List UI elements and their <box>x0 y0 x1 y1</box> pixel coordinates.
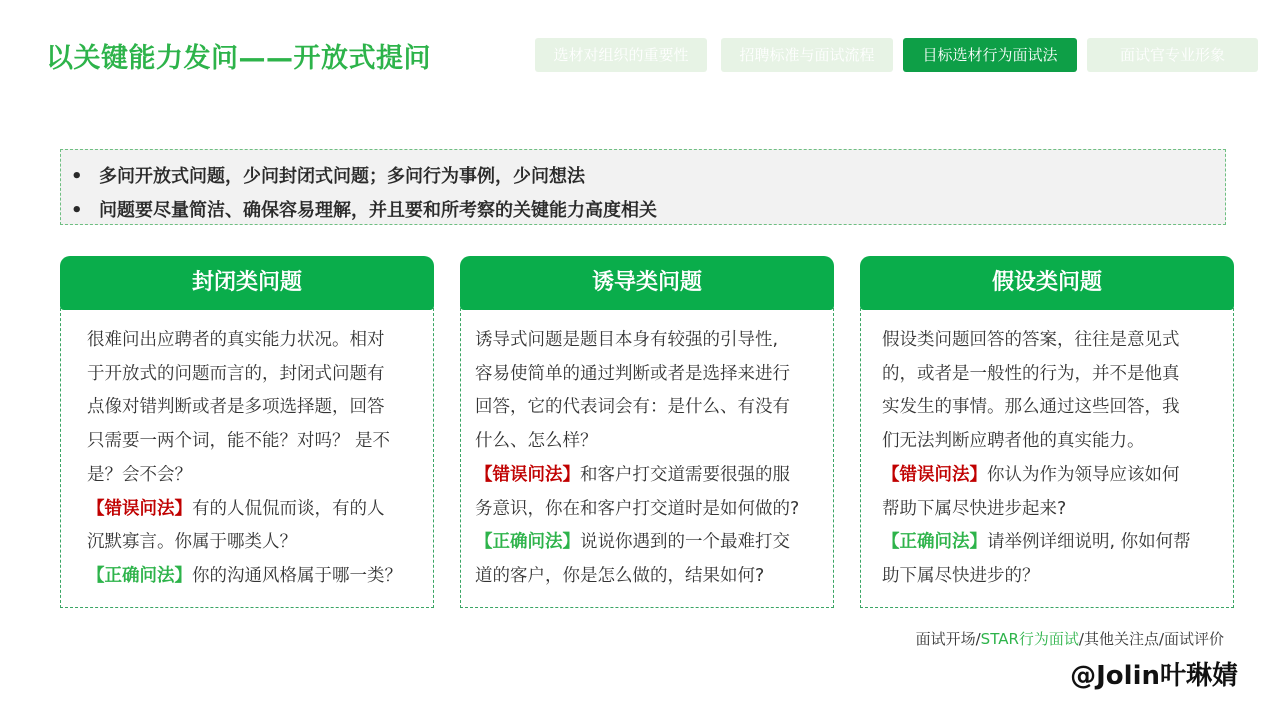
right-example <box>87 560 433 594</box>
card-text-line: 假设类问题回答的答案，往往是意见式 <box>882 330 1180 350</box>
wrong-example-text: 沉默寡言。你属于哪类人？ <box>87 532 297 553</box>
key-point-text: 问题要尽量简洁、确保容易理解，并且要和所考察的关键能力高度相关 <box>99 200 657 221</box>
right-tag: 【正确问法】 <box>87 565 192 586</box>
right-example-text: 道的客户，你是怎么做的，结果如何? <box>475 565 765 586</box>
right-example-text: 说说你遇到的一个最难打交 <box>580 532 790 553</box>
card-text-line: 什么、怎么样？ <box>475 431 598 452</box>
tab-interviewer-image[interactable]: 面试官专业形象 <box>1087 38 1258 72</box>
card-text-line: 实发生的事情。那么通过这些回答，我 <box>882 397 1180 418</box>
card-text-line: 点像对错判断或者是多项选择题，回答 <box>87 397 385 418</box>
wrong-tag: 【错误问法】 <box>882 464 987 485</box>
footer-nav-part: /其他关注点/面试评价 <box>1078 630 1224 648</box>
wrong-example <box>882 459 1233 493</box>
wrong-example-text: 你认为作为领导应该如何 <box>987 464 1180 485</box>
card-text-line: 回答，它的代表词会有：是什么、有没有 <box>475 397 790 418</box>
wrong-example-text: 帮助下属尽快进步起来? <box>882 498 1067 519</box>
key-point <box>71 162 585 188</box>
right-example-text: 请举例详细说明, 你如何帮 <box>987 532 1191 553</box>
card-title: 诱导类问题 <box>460 256 834 310</box>
card-text-line: 是？会不会？ <box>87 464 192 485</box>
footer-navigation <box>916 628 1224 649</box>
section-tabs <box>0 38 1280 72</box>
wrong-tag: 【错误问法】 <box>475 464 580 485</box>
tab-recruitment-standards[interactable]: 招聘标准与面试流程 <box>721 38 893 72</box>
right-example <box>475 526 833 560</box>
card-title: 封闭类问题 <box>60 256 434 310</box>
key-point <box>71 196 657 222</box>
tab-selection-importance[interactable]: 选材对组织的重要性 <box>535 38 707 72</box>
right-example-text: 你的沟通风格属于哪一类？ <box>192 565 402 586</box>
wrong-example-text: 务意识，你在和客户打交道时是如何做的? <box>475 498 800 519</box>
card-body <box>860 308 1234 608</box>
card-title: 假设类问题 <box>860 256 1234 310</box>
wrong-example-text: 有的人侃侃而谈，有的人 <box>192 498 385 519</box>
footer-nav-part: 面试开场/ <box>915 630 981 648</box>
card-text-line: 诱导式问题是题目本身有较强的引导性, <box>475 330 779 350</box>
card-leading-questions <box>460 256 834 608</box>
card-text-line: 于开放式的问题而言的，封闭式问题有 <box>87 363 385 384</box>
author-signature: @Jolin叶琳婧 <box>1070 661 1238 691</box>
card-body <box>60 308 434 608</box>
wrong-example <box>475 459 833 493</box>
card-body <box>460 308 834 608</box>
wrong-example-text: 和客户打交道需要很强的服 <box>580 464 790 485</box>
card-text-line: 们无法判断应聘者他的真实能力。 <box>882 431 1145 452</box>
key-points-box <box>60 149 1226 225</box>
tab-behavioral-interview[interactable]: 目标选材行为面试法 <box>903 38 1077 72</box>
right-example <box>882 526 1233 560</box>
right-tag: 【正确问法】 <box>475 532 580 553</box>
page-title: 以关键能力发问——开放式提问 <box>46 43 431 74</box>
bullet-dot-icon: • <box>71 166 83 187</box>
card-text-line: 很难问出应聘者的真实能力状况。相对 <box>87 330 385 350</box>
card-hypothetical-questions <box>860 256 1234 608</box>
wrong-example <box>87 493 433 527</box>
right-example-text: 助下属尽快进步的？ <box>882 565 1040 586</box>
card-text-line: 只需要一两个词，能不能？对吗？ 是不 <box>87 431 391 452</box>
card-text-line: 的，或者是一般性的行为，并不是他真 <box>882 363 1180 384</box>
wrong-tag: 【错误问法】 <box>87 498 192 519</box>
key-point-text: 多问开放式问题，少问封闭式问题；多问行为事例，少问想法 <box>99 166 585 187</box>
card-closed-questions <box>60 256 434 608</box>
footer-nav-current: STAR行为面试 <box>980 630 1079 648</box>
bullet-dot-icon: • <box>71 200 83 221</box>
right-tag: 【正确问法】 <box>882 532 987 553</box>
card-text-line: 容易使简单的通过判断或者是选择来进行 <box>475 363 790 384</box>
